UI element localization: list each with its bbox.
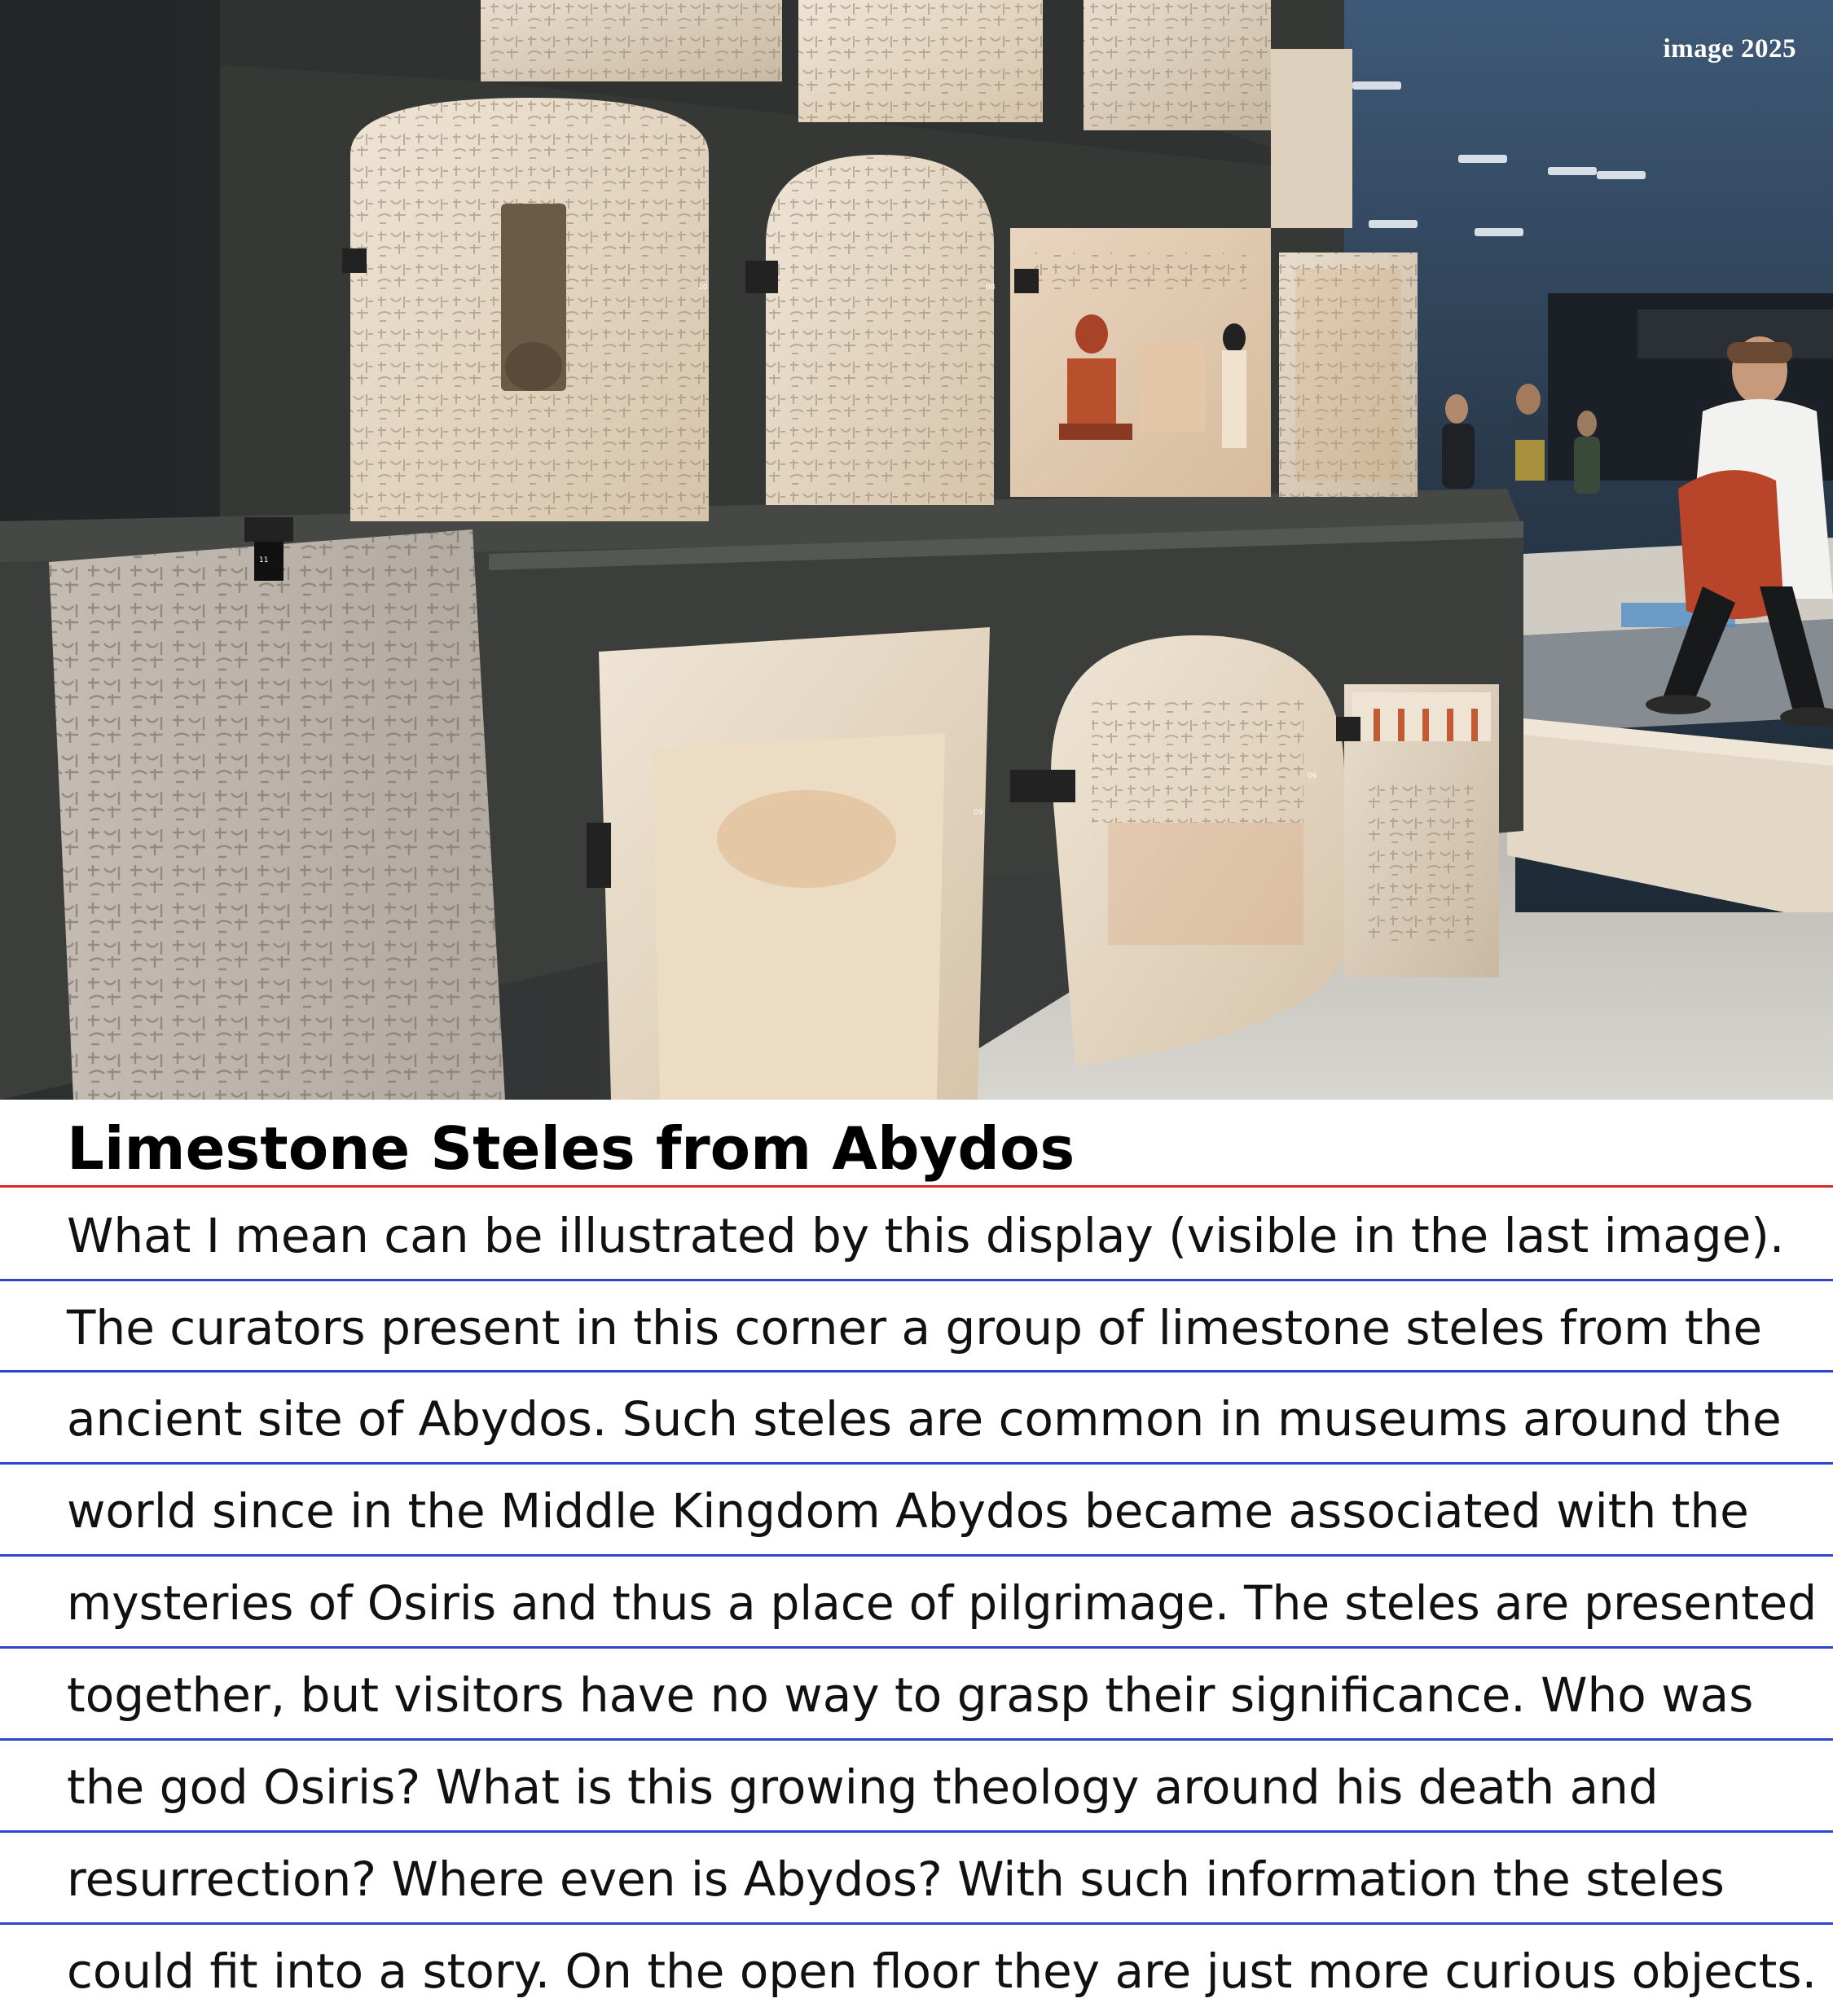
stele-niche <box>342 98 709 521</box>
body-line-text: could fit into a story. On the open floor they are just more curious objects. <box>67 1944 1817 1999</box>
body-line-text: The curators present in this corner a group of limestone steles from the <box>67 1300 1763 1355</box>
body-line-text: ancient site of Abydos. Such steles are common in museums around the <box>67 1391 1782 1447</box>
body-line <box>67 1188 1810 1279</box>
article <box>0 1100 1833 2016</box>
body-line <box>67 1280 1810 1371</box>
stele-narrow <box>1279 253 1418 497</box>
stele-framed <box>587 627 990 1100</box>
body-line <box>67 1371 1810 1462</box>
stele-label: 10 <box>698 283 708 292</box>
stele-label: 06 <box>1308 772 1317 780</box>
body-line <box>67 1463 1810 1554</box>
body-line-text: the god Osiris? What is this growing theology around his death and <box>67 1759 1659 1815</box>
stele-small-cornice <box>1336 684 1499 977</box>
photo-credit: image 2025 <box>1663 34 1796 64</box>
body-line <box>67 1555 1817 1646</box>
article-title: Limestone Steles from Abydos <box>67 1114 1075 1183</box>
stele-round-top <box>745 155 994 505</box>
stele-painted <box>1010 228 1271 497</box>
stele-label: 09 <box>974 809 983 817</box>
body-line-text: What I mean can be illustrated by this display (visible in the last image). <box>67 1208 1785 1263</box>
body-line-text: resurrection? Where even is Abydos? With such information the steles <box>67 1851 1725 1907</box>
stele-label: 11 <box>259 556 269 564</box>
stele-label: 08 <box>986 283 996 292</box>
stele-large-grey <box>49 517 505 1100</box>
body-line-text: together, but visitors have no way to grasp their significance. Who was <box>67 1667 1754 1723</box>
body-line <box>67 1923 1817 2014</box>
body-line <box>67 1739 1810 1830</box>
body-line <box>67 1831 1810 1922</box>
body-line <box>67 1647 1810 1738</box>
body-line-text: mysteries of Osiris and thus a place of pilgrimage. The steles are presented <box>67 1575 1817 1631</box>
body-line-text: world since in the Middle Kingdom Abydos became associated with the <box>67 1483 1749 1539</box>
